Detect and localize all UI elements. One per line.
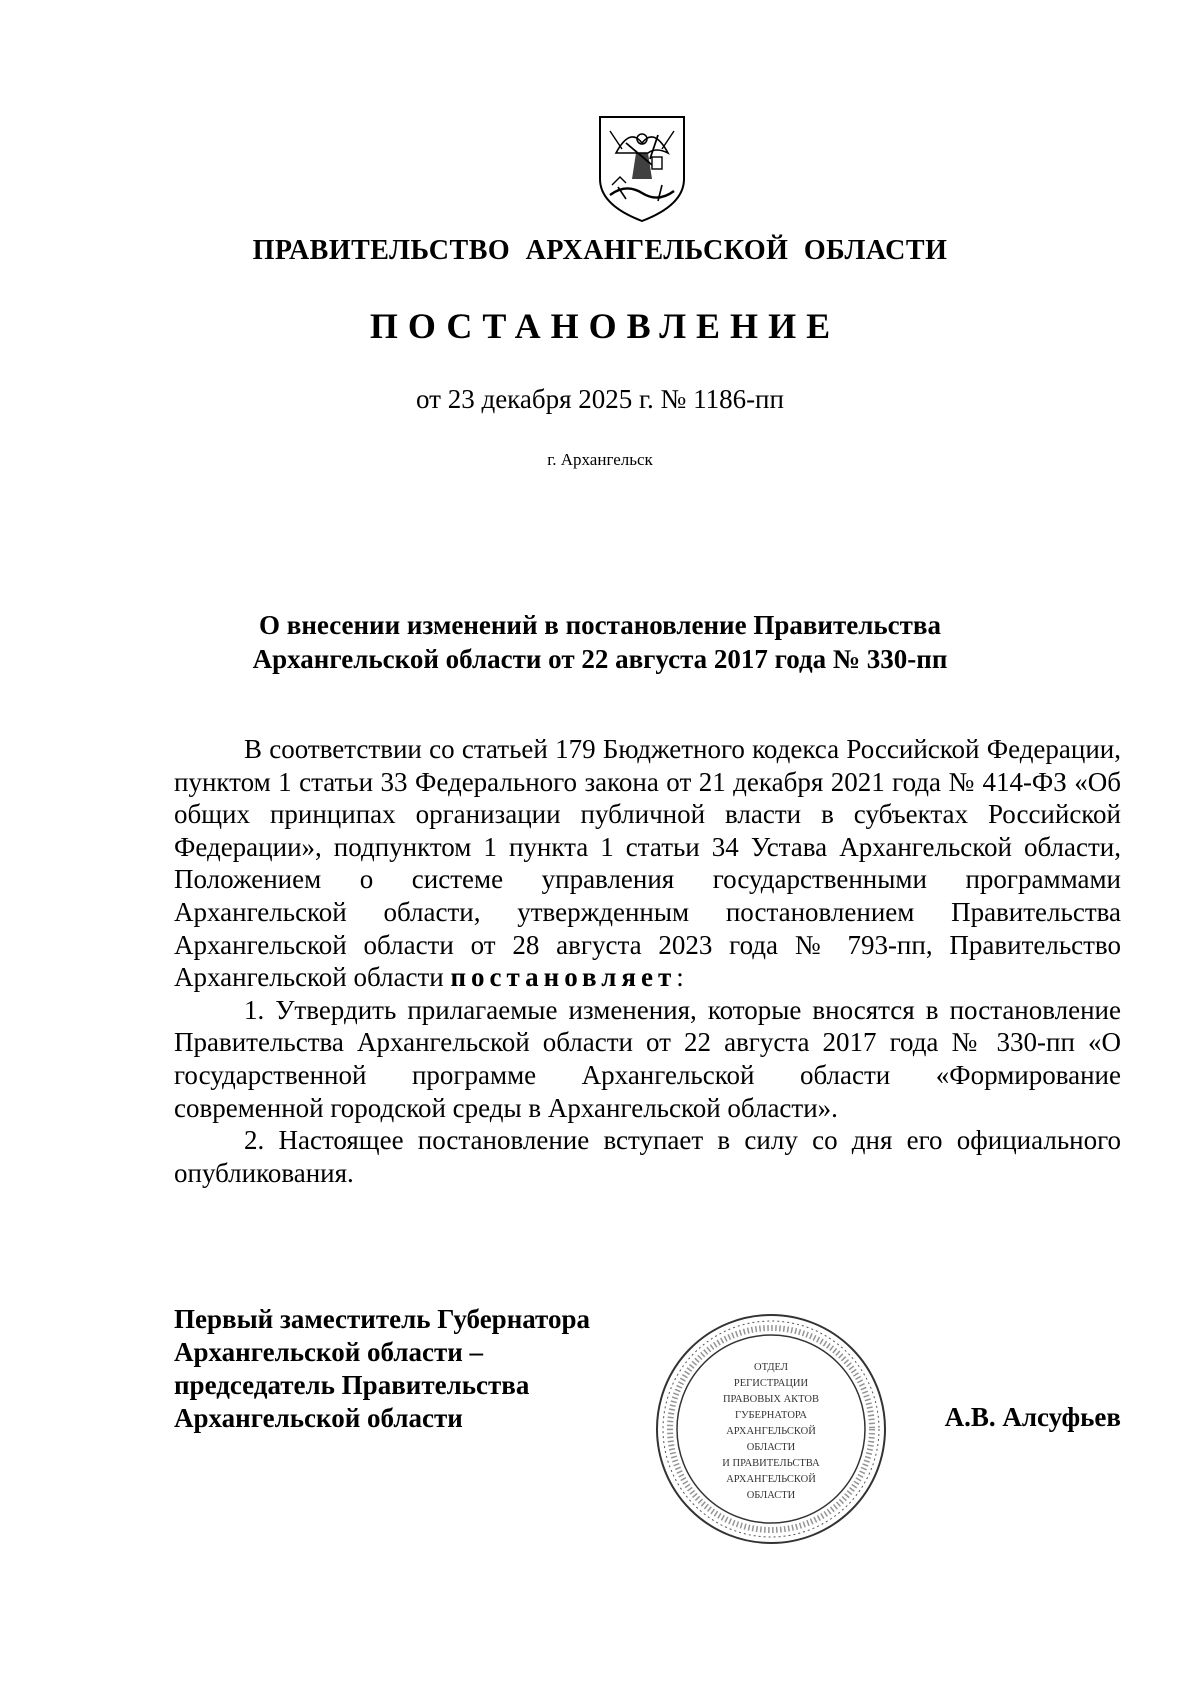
- stamp-line: ОТДЕЛ: [754, 1362, 788, 1373]
- stamp-line: И ПРАВИТЕЛЬСТВА: [722, 1458, 820, 1469]
- position-line-3: председатель Правительства: [174, 1370, 530, 1400]
- signatory-name: А.В. Алсуфьев: [944, 1402, 1121, 1432]
- stamp-line: ПРАВОВЫХ АКТОВ: [722, 1394, 820, 1405]
- decree-colon: :: [676, 962, 684, 993]
- position-line-2: Архангельской области –: [174, 1337, 484, 1367]
- document-city: г. Архангельск: [547, 450, 653, 469]
- official-seal-stamp: [652, 1310, 890, 1548]
- stamp-line: ОБЛАСТИ: [746, 1490, 796, 1501]
- preamble-text: В соответствии со статьей 179 Бюджетного кодекса Российской Федерации, пунктом 1 статьи 33 Федерального закона от 21 декабря 2021 года № 414-ФЗ «Об общих принципах организации публичной власти в субъектах Российской Федерации», подпунктом 1 пункта 1 статьи 34 Устава Архангельской области, Положением о системе управления государственными программами Архангельской области, утвержденным постановлением Правительства Архангельской области от 28 августа 2023 года № 793-пп, Правительство Архангельской области: [174, 734, 1121, 993]
- stamp-line: АРХАНГЕЛЬСКОЙ: [726, 1474, 816, 1485]
- position-line-1: Первый заместитель Губернатора: [174, 1304, 590, 1334]
- document-subject: [0, 608, 1200, 676]
- position-line-4: Архангельской области: [174, 1403, 463, 1433]
- stamp-text: [722, 1362, 820, 1501]
- item-1-paragraph: 1. Утвердить прилагаемые изменения, которые вносятся в постановление Правительства Архангельской области от 22 августа 2017 года № 330-пп «О государственной программе Архангельской области «Формирование современной городской среды в Архангельской области».: [174, 994, 1121, 1123]
- decree-word: постановляет: [450, 962, 677, 993]
- subject-line-2: Архангельской области от 22 августа 2017 года № 330-пп: [252, 644, 948, 674]
- item-2-paragraph: 2. Настоящее постановление вступает в силу со дня его официального опубликования.: [174, 1125, 1121, 1188]
- signatory-position: [174, 1303, 590, 1435]
- document-body: [174, 733, 1121, 1189]
- document-date-number: от 23 декабря 2025 г. № 1186-пп: [416, 384, 784, 414]
- stamp-line: ОБЛАСТИ: [746, 1442, 796, 1453]
- coat-of-arms-icon: [596, 113, 688, 225]
- stamp-line: РЕГИСТРАЦИИ: [733, 1378, 809, 1389]
- stamp-line: АРХАНГЕЛЬСКОЙ: [726, 1426, 816, 1437]
- document-type-title: ПОСТАНОВЛЕНИЕ: [369, 306, 841, 346]
- subject-line-1: О внесении изменений в постановление Правительства: [259, 610, 941, 640]
- government-title: ПРАВИТЕЛЬСТВО АРХАНГЕЛЬСКОЙ ОБЛАСТИ: [252, 235, 948, 266]
- stamp-line: ГУБЕРНАТОРА: [735, 1410, 807, 1421]
- preamble-paragraph: [174, 733, 1121, 994]
